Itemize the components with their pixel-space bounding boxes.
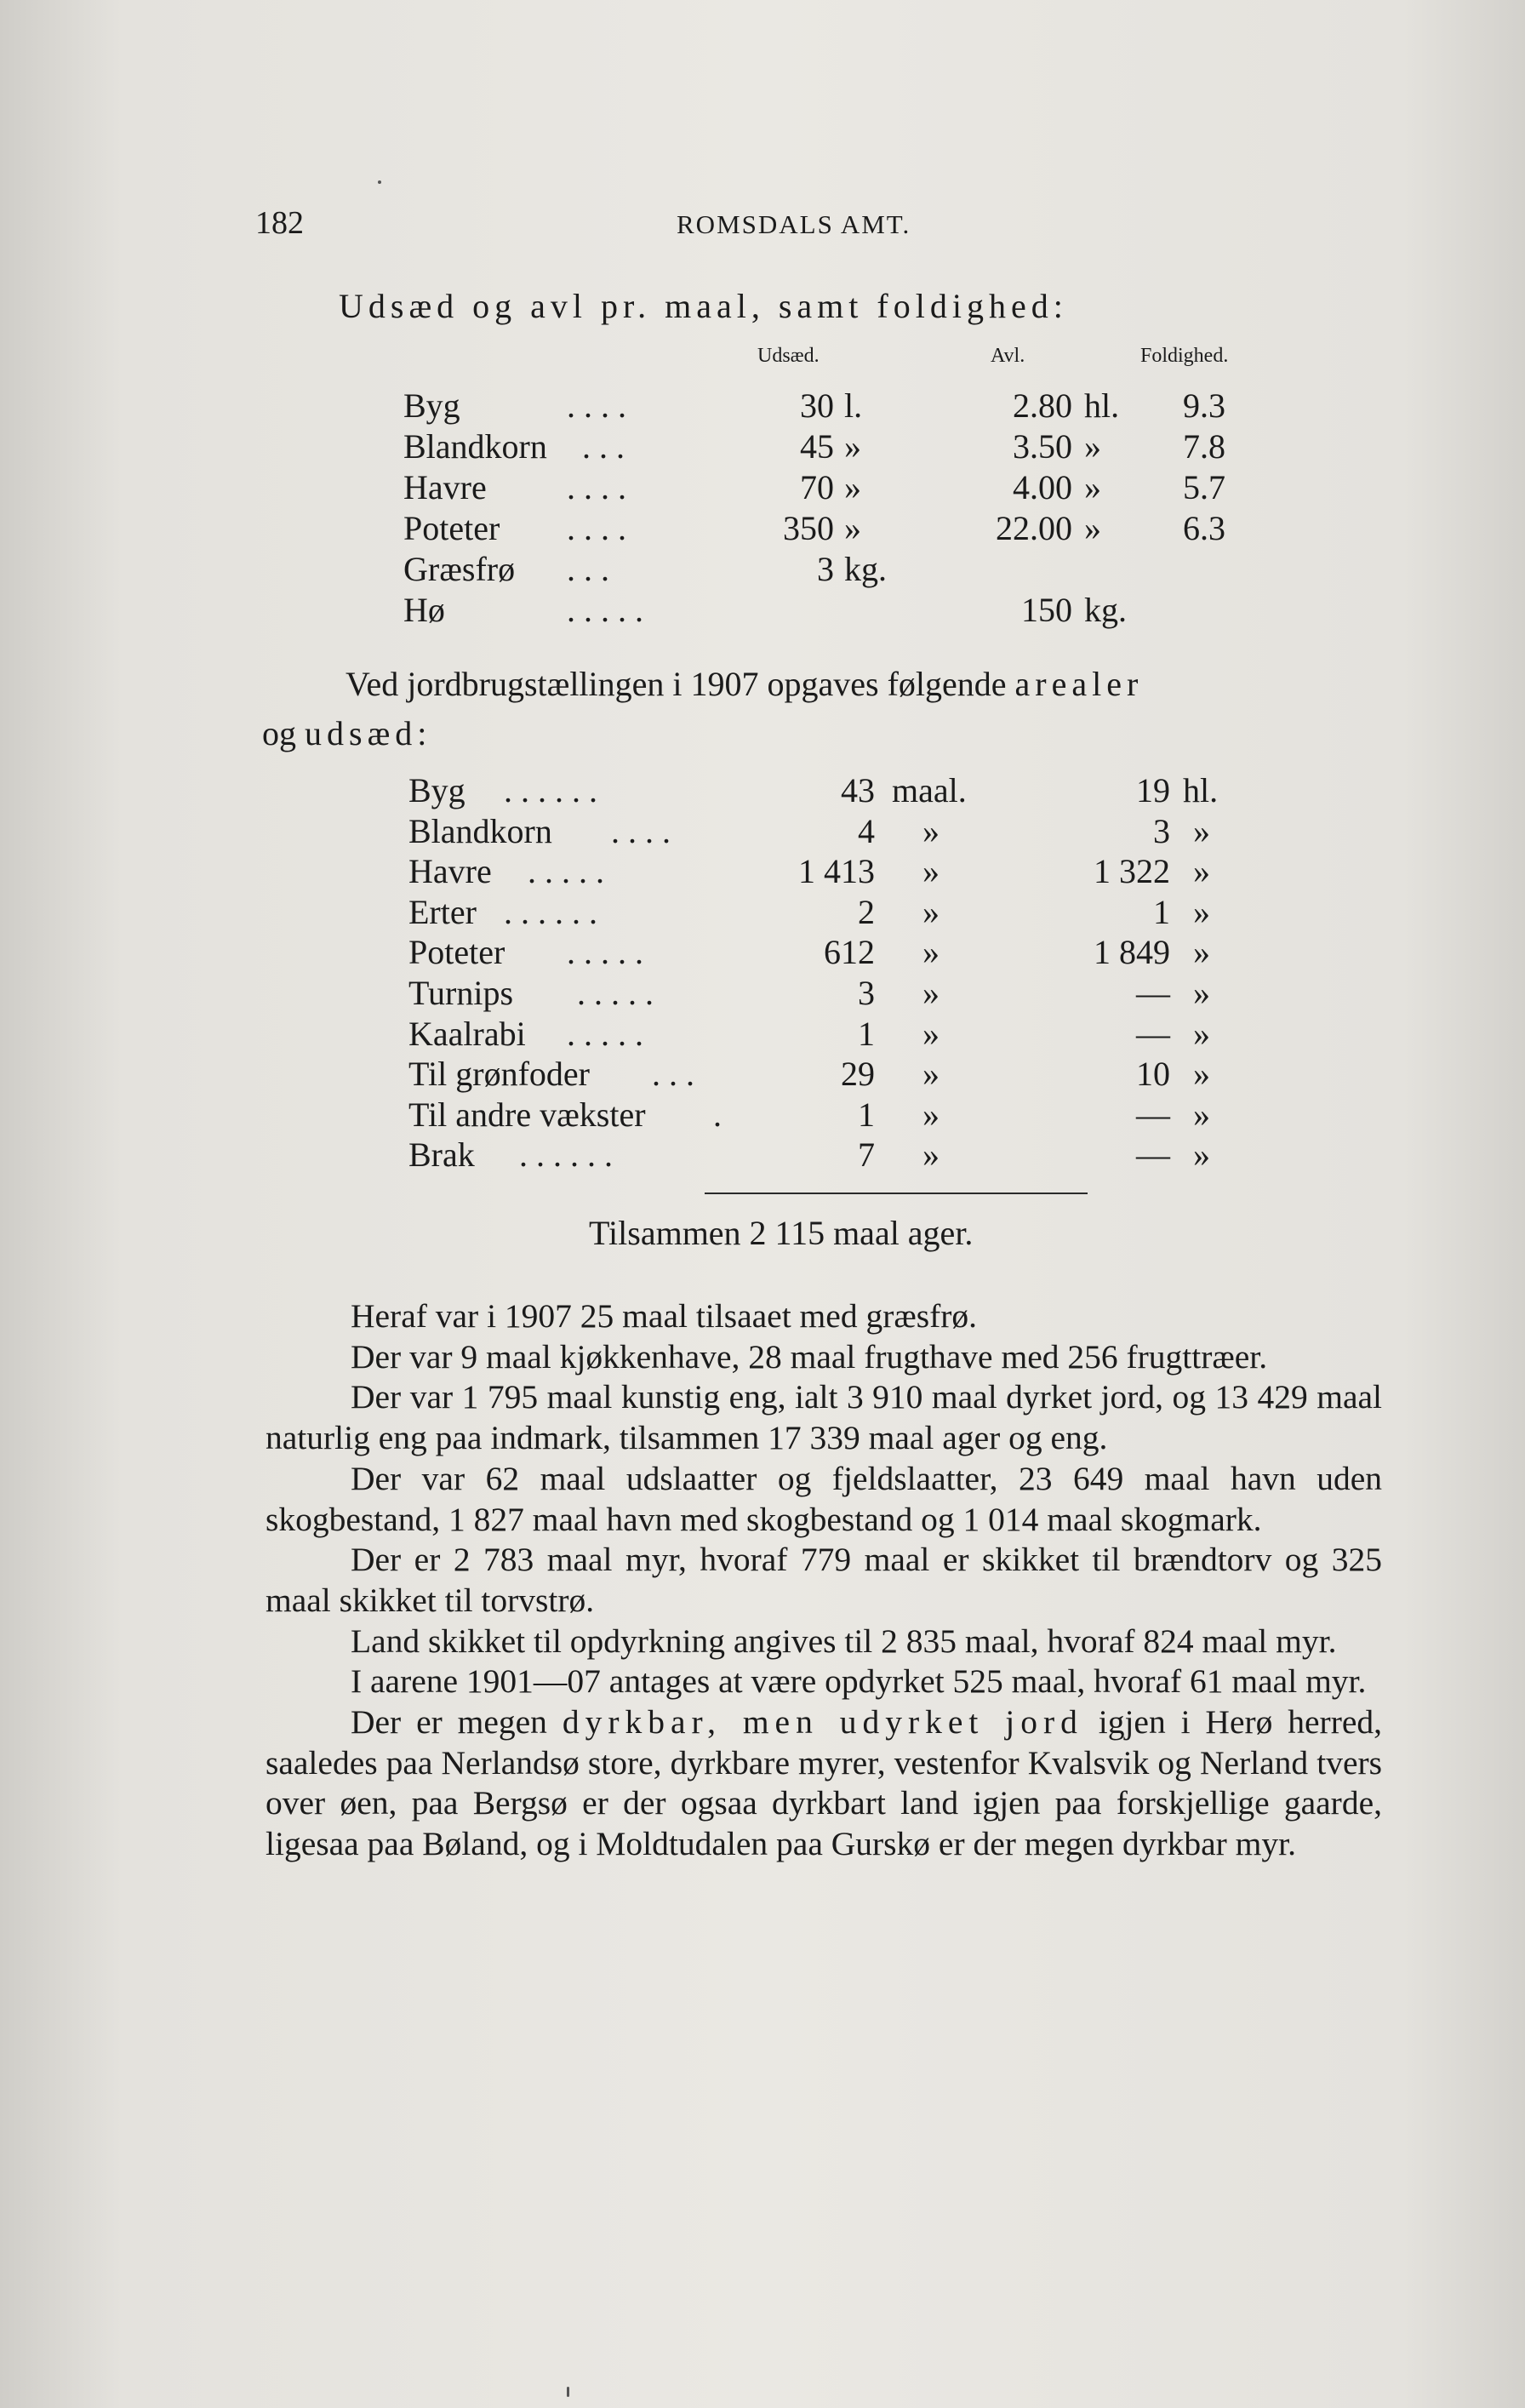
paragraph: Land skikket til opdyrkning angives til 2 835 maal, hvoraf 824 maal myr. (351, 1622, 1337, 1660)
crop-name: Hø (403, 591, 445, 629)
areal-unit: » (922, 974, 940, 1012)
crop-name: Poteter (408, 933, 505, 972)
intro-emph-2: udsæd: (305, 714, 432, 752)
udsaed-value: — (1136, 1135, 1170, 1175)
avl-value: 4.00 (1013, 468, 1072, 506)
areal-value: 4 (858, 811, 875, 850)
page-header (255, 204, 1362, 247)
avl-unit: » (1084, 509, 1101, 547)
yield-row (400, 508, 1336, 549)
areal-value: 2 (858, 892, 875, 931)
udsaed-value: 3 (1153, 811, 1170, 850)
leader-dots: . . . (652, 1055, 694, 1094)
area-row (408, 770, 1259, 811)
crop-name: Brak (408, 1135, 475, 1175)
paragraph-part: igjen i Herø herred, saaledes paa Nerlandsø store, dyrkbare myrer, vestenfor Kvalsvik og Nerland tvers over øen, paa Bergsø er der ogsaa dyrkbart land igjen paa forskjellige gaarde, ligesaa paa Bøland, og i Moldtudalen paa Gurskø er der megen dyrkbar myr. (266, 1703, 1383, 1863)
area-row (408, 973, 1259, 1014)
udsaed-unit: kg. (844, 550, 887, 588)
leader-dots: . . . . . (528, 852, 604, 891)
udsaed-unit: » (1193, 892, 1210, 931)
foldighed-value: 6.3 (1183, 509, 1225, 547)
table2-total: Tilsammen 2 115 maal ager. (589, 1214, 974, 1252)
crop-name: Erter (408, 892, 477, 931)
avl-value: 3.50 (1013, 427, 1072, 466)
foldighed-value: 5.7 (1183, 468, 1225, 506)
udsaed-unit: l. (844, 386, 863, 425)
crop-name: Til grønfoder (408, 1055, 590, 1094)
udsaed-unit: » (844, 468, 861, 506)
udsaed-unit: » (844, 509, 861, 547)
avl-value: 22.00 (996, 509, 1072, 547)
foldighed-value: 7.8 (1183, 427, 1225, 466)
yield-row (400, 590, 1336, 631)
areal-unit: » (922, 1095, 940, 1134)
paragraph: Heraf var i 1907 25 maal tilsaaet med græsfrø. (351, 1297, 977, 1335)
avl-value: 150 (1021, 591, 1072, 629)
areal-value: 612 (824, 933, 875, 972)
avl-unit: » (1084, 468, 1101, 506)
udsaed-unit: » (1193, 974, 1210, 1012)
udsaed-unit: » (1193, 1135, 1210, 1175)
leader-dots: . . . . . . (504, 771, 597, 809)
paragraph-part: Der er megen (351, 1703, 547, 1742)
areal-unit: » (922, 933, 940, 972)
scan-speck (378, 180, 381, 184)
udsaed-unit: » (1193, 1014, 1210, 1053)
areal-unit: » (922, 1014, 940, 1053)
crop-name: Kaalrabi (408, 1014, 526, 1053)
crop-name: Havre (408, 852, 492, 891)
leader-dots: . . . . . (577, 974, 654, 1012)
crop-name: Til andre vækster (408, 1095, 646, 1134)
yield-row (400, 467, 1336, 508)
area-row (408, 1095, 1259, 1135)
foldighed-value: 9.3 (1183, 386, 1225, 425)
udsaed-value: 1 (1153, 892, 1170, 931)
area-row (408, 892, 1259, 933)
leader-dots: . . . . . (567, 1014, 643, 1053)
leader-dots: . . . . (567, 509, 626, 547)
udsaed-value: 350 (783, 509, 834, 547)
intro-line-2 (262, 713, 431, 753)
paragraph: Der var 62 maal udslaatter og fjeldslaatter, 23 649 maal havn uden skogbestand, 1 827 maal havn med skogbestand og 1 014 maal skogmark. (266, 1459, 1382, 1538)
intro-line-1 (346, 664, 1143, 704)
avl-unit: » (1084, 427, 1101, 466)
intro-text-2: og (262, 714, 296, 752)
crop-name: Blandkorn (403, 427, 547, 466)
col-header-udsaed: Udsæd. (757, 345, 820, 367)
area-row (408, 932, 1259, 973)
crop-name: Turnips (408, 974, 514, 1012)
area-row (408, 1014, 1259, 1055)
areal-value: 7 (858, 1135, 875, 1175)
udsaed-value: 70 (800, 468, 834, 506)
crop-name: Havre (403, 468, 487, 506)
udsaed-unit: » (1193, 933, 1210, 972)
leader-dots: . (713, 1095, 722, 1134)
leader-dots: . . . . (567, 468, 626, 506)
udsaed-value: 1 322 (1094, 852, 1170, 891)
udsaed-unit: hl. (1183, 771, 1219, 809)
areal-unit: » (922, 892, 940, 931)
area-row (408, 1054, 1259, 1095)
udsaed-value: 3 (817, 550, 834, 588)
udsaed-value: 45 (800, 427, 834, 466)
leader-dots: . . . . . (567, 933, 643, 972)
leader-dots: . . . . . (567, 591, 643, 629)
leader-dots: . . . . . . (519, 1135, 613, 1175)
avl-unit: hl. (1084, 386, 1120, 425)
col-header-avl: Avl. (991, 345, 1025, 367)
udsaed-value: 1 849 (1094, 933, 1170, 972)
body-text (266, 1296, 1382, 1865)
crop-name: Poteter (403, 509, 500, 547)
udsaed-unit: » (1193, 811, 1210, 850)
intro-emph: arealer (1014, 665, 1144, 703)
col-header-foldighed: Foldighed. (1140, 345, 1229, 367)
leader-dots: . . . (567, 550, 609, 588)
leader-dots: . . . . . . (504, 892, 597, 931)
udsaed-value: 10 (1136, 1055, 1170, 1094)
intro-text: Ved jordbrugstællingen i 1907 opgaves følgende (346, 665, 1007, 703)
paragraph: Der var 9 maal kjøkkenhave, 28 maal frugthave med 256 frugttræer. (351, 1337, 1268, 1376)
table1-title: Udsæd og avl pr. maal, samt foldighed: (339, 287, 1068, 325)
areal-unit: » (922, 852, 940, 891)
scan-speck (567, 2387, 569, 2397)
paragraph: Der er 2 783 maal myr, hvoraf 779 maal er skikket til brændtorv og 325 maal skikket til torvstrø. (266, 1541, 1382, 1619)
areal-unit: » (922, 811, 940, 850)
areal-value: 3 (858, 974, 875, 1012)
areal-unit: maal. (892, 771, 967, 809)
avl-unit: kg. (1084, 591, 1127, 629)
paragraph-emph: dyrkbar, men udyrket jord (562, 1703, 1083, 1742)
areal-unit: » (922, 1055, 940, 1094)
area-row (408, 851, 1259, 892)
area-row (408, 1135, 1259, 1175)
area-row (408, 811, 1259, 852)
crop-name: Byg (408, 771, 465, 809)
running-head: ROMSDALS AMT. (677, 209, 911, 239)
areal-value: 1 (858, 1014, 875, 1053)
areal-value: 43 (841, 771, 875, 809)
udsaed-unit: » (1193, 1095, 1210, 1134)
sum-rule (705, 1193, 1088, 1194)
udsaed-value: — (1136, 974, 1170, 1012)
areal-unit: » (922, 1135, 940, 1175)
udsaed-value: 30 (800, 386, 834, 425)
yield-row (400, 386, 1336, 426)
udsaed-unit: » (1193, 852, 1210, 891)
areal-value: 29 (841, 1055, 875, 1094)
paragraph: I aarene 1901—07 antages at være opdyrket 525 maal, hvoraf 61 maal myr. (351, 1662, 1367, 1701)
crop-name: Byg (403, 386, 460, 425)
page-number: 182 (255, 205, 304, 241)
udsaed-unit: » (1193, 1055, 1210, 1094)
leader-dots: . . . . (611, 811, 671, 850)
crop-name: Blandkorn (408, 811, 552, 850)
udsaed-value: — (1136, 1014, 1170, 1053)
leader-dots: . . . . (567, 386, 626, 425)
udsaed-value: — (1136, 1095, 1170, 1134)
areal-value: 1 (858, 1095, 875, 1134)
yield-row (400, 549, 1336, 590)
udsaed-value: 19 (1136, 771, 1170, 809)
avl-value: 2.80 (1013, 386, 1072, 425)
udsaed-unit: » (844, 427, 861, 466)
crop-name: Græsfrø (403, 550, 516, 588)
leader-dots: . . . (582, 427, 625, 466)
areal-value: 1 413 (798, 852, 875, 891)
yield-row (400, 426, 1336, 467)
paragraph: Der var 1 795 maal kunstig eng, ialt 3 910 maal dyrket jord, og 13 429 maal naturlig eng paa indmark, tilsammen 17 339 maal ager og eng. (266, 1378, 1382, 1457)
paragraph (266, 1702, 1382, 1865)
